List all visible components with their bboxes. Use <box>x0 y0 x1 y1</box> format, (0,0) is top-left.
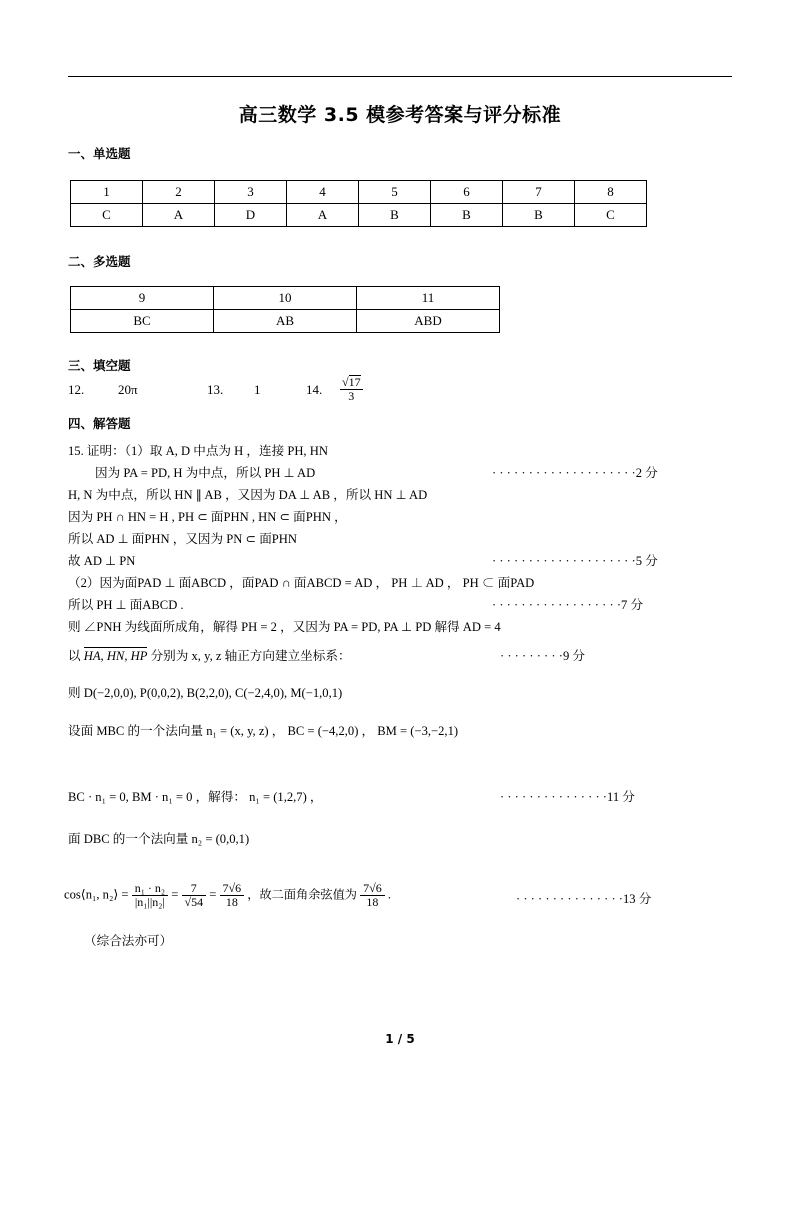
table-row <box>71 310 500 333</box>
fraction-result-repeat <box>360 882 385 909</box>
table-cell: 1 <box>71 181 143 204</box>
fill-blank-14-denominator: 3 <box>348 388 355 403</box>
solution-line-15-11: 则 D(−2,0,0), P(0,0,2), B(2,2,0), C(−2,4,0), M(−1,0,1) <box>68 686 343 700</box>
table-cell: 9 <box>71 287 214 310</box>
solution-line-15-12: 设面 MBC 的一个法向量 n₁ = (x, y, z) ， BC = (−4,2,0) ， BM = (−3,−2,1) <box>68 724 459 738</box>
table-row <box>71 181 647 204</box>
single-choice-table <box>70 180 647 227</box>
solution-line-15-10-prefix: 以 <box>68 649 84 663</box>
multi-choice-table <box>70 286 500 333</box>
table-cell: B <box>359 204 431 227</box>
equals-sign-2: = <box>209 887 217 902</box>
solution-line-15-3: H, N 为中点，所以 HN ∥ AB ，又因为 DA ⊥ AB ，所以 HN ⊥ AD <box>68 488 428 502</box>
solution-line-15-15 <box>64 882 391 909</box>
table-cell: D <box>215 204 287 227</box>
table-cell: A <box>143 204 215 227</box>
period-mark: . <box>387 887 392 902</box>
solution-line-15-4: 因为 PH ∩ HN = H , PH ⊂ 面PHN , HN ⊂ 面PHN ， <box>68 510 347 524</box>
section-heading-solution: 四、解答题 <box>68 416 131 431</box>
fill-blank-14-numerator: 17 <box>348 375 361 389</box>
table-row <box>71 204 647 227</box>
vector-triple-HA-HN-HP: HA, HN, HP <box>83 649 148 663</box>
table-cell: 2 <box>143 181 215 204</box>
table-cell: 11 <box>357 287 500 310</box>
fraction-denominator: √54 <box>184 895 204 910</box>
solution-line-15-13: BC · n₁ = 0, BM · n₁ = 0 ，解得： n₁ = (1,2,7) ， <box>68 790 323 804</box>
fraction-result <box>220 882 245 909</box>
page-title: 高三数学 3.5 模参考答案与评分标准 <box>238 104 562 126</box>
score-mark-9: · · · · · · · · ·9 分 <box>500 649 585 663</box>
table-cell: 3 <box>215 181 287 204</box>
solution-line-15-7: （2）因为面PAD ⊥ 面ABCD ，面PAD ∩ 面ABCD = AD ， PH ⊥ AD ， PH ⊂ 面PAD <box>68 576 535 590</box>
score-mark-5: · · · · · · · · · · · · · · · · · · · ·5 分 <box>492 554 658 568</box>
fill-blank-12-answer: 20π <box>118 382 138 397</box>
table-cell: C <box>71 204 143 227</box>
table-cell: ABD <box>357 310 500 333</box>
solution-line-15-14: 面 DBC 的一个法向量 n₂ = (0,0,1) <box>68 832 250 846</box>
table-cell: 8 <box>575 181 647 204</box>
table-cell: C <box>575 204 647 227</box>
table-cell: B <box>431 204 503 227</box>
solution-line-15-1: 15. 证明：（1）取 A, D 中点为 H ，连接 PH, HN <box>68 444 328 458</box>
cosine-expression-lead: cos⟨n₁, n₂⟩ = <box>64 887 129 902</box>
solution-line-15-10-suffix: 分别为 x, y, z 轴正方向建立坐标系： <box>147 649 351 663</box>
fraction-numerator: n₁ · n₂ <box>132 882 168 896</box>
fraction-numerator: 7 <box>182 882 207 896</box>
sqrt-symbol: √ <box>342 375 349 389</box>
fraction-dot-product <box>132 882 168 909</box>
table-cell: 10 <box>214 287 357 310</box>
equals-sign-1: = <box>171 887 179 902</box>
solution-line-15-8: 所以 PH ⊥ 面ABCD . <box>68 598 184 612</box>
fraction-seven-over-root54 <box>182 882 207 909</box>
table-cell: B <box>503 204 575 227</box>
fraction-numerator: 7√6 <box>220 882 245 896</box>
fill-blank-14-answer <box>340 376 363 403</box>
table-cell: 6 <box>431 181 503 204</box>
table-cell: A <box>287 204 359 227</box>
fill-blank-12-number: 12. <box>68 382 85 397</box>
score-mark-11: · · · · · · · · · · · · · · ·11 分 <box>500 790 635 804</box>
solution-line-15-10 <box>68 645 351 664</box>
section-heading-multi-choice: 二、多选题 <box>68 254 131 269</box>
score-mark-2: · · · · · · · · · · · · · · · · · · · ·2 分 <box>492 466 658 480</box>
fill-blank-14-number: 14. <box>306 382 323 397</box>
section-heading-fill-blank: 三、填空题 <box>68 358 131 373</box>
fraction-denominator: 18 <box>366 895 379 910</box>
conclusion-text: ，故二面角余弦值为 <box>247 887 357 902</box>
page-number: 1 / 5 <box>385 1032 415 1046</box>
fraction-numerator: 7√6 <box>360 882 385 896</box>
fraction-denominator: 18 <box>225 895 238 910</box>
solution-line-15-2: 因为 PA = PD, H 为中点，所以 PH ⊥ AD <box>95 466 316 480</box>
table-cell: 5 <box>359 181 431 204</box>
fill-blank-13-number: 13. <box>207 382 224 397</box>
solution-line-15-5: 所以 AD ⊥ 面PHN ，又因为 PN ⊂ 面PHN <box>68 532 297 546</box>
solution-line-15-9: 则 ∠PNH 为线面所成角，解得 PH = 2 ，又因为 PA = PD, PA ⊥ PD 解得 AD = 4 <box>68 620 501 634</box>
score-mark-13: · · · · · · · · · · · · · · ·13 分 <box>516 892 652 906</box>
solution-line-15-6: 故 AD ⊥ PN <box>68 554 136 568</box>
solution-line-15-16: （综合法亦可） <box>84 934 173 948</box>
table-row <box>71 287 500 310</box>
score-mark-7: · · · · · · · · · · · · · · · · · ·7 分 <box>492 598 644 612</box>
table-cell: 4 <box>287 181 359 204</box>
fraction-denominator: |n₁||n₂| <box>134 895 165 910</box>
table-cell: AB <box>214 310 357 333</box>
header-rule <box>68 76 732 77</box>
table-cell: 7 <box>503 181 575 204</box>
fill-blank-13-answer: 1 <box>254 382 261 397</box>
table-cell: BC <box>71 310 214 333</box>
section-heading-single-choice: 一、单选题 <box>68 146 131 161</box>
